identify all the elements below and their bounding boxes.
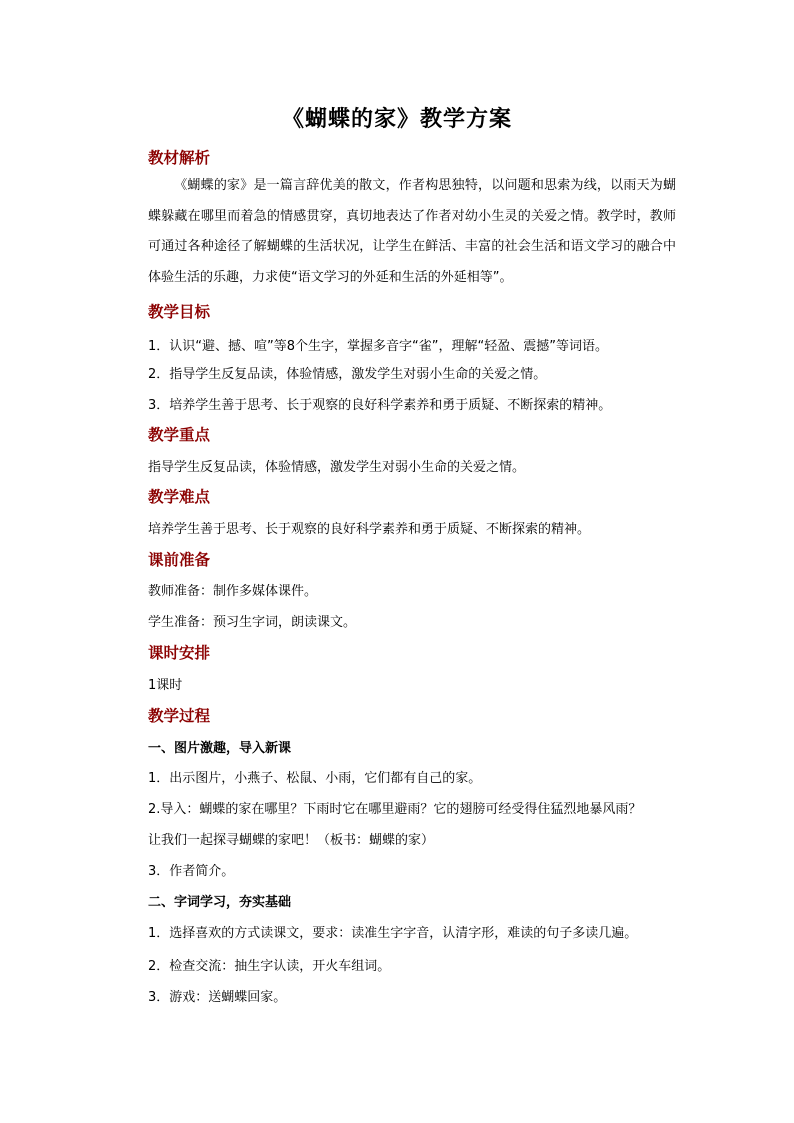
heading-schedule: 课时安排 xyxy=(148,643,211,662)
analysis-text: 《蝴蝶的家》是一篇言辞优美的散文，作者构思独特，以问题和思索为线，以雨天为蝴蝶躲藏在哪里而着急的情感贯穿，真切地表达了作者对幼小生灵的关爱之情。教学时，教师可通过各种途径了解蝴蝶的生活状况，让学生在鲜活、丰富的社会生活和语文学习的融合中体验生活的乐趣，力求使“语文学习的外延和生活的外延相等”。 xyxy=(148,178,676,285)
process-part2-item-3: 3．游戏：送蝴蝶回家。 xyxy=(148,990,287,1005)
process-part2-item-2: 2．检查交流：抽生字认读，开火车组词。 xyxy=(148,959,391,974)
goal-item-2: 2．指导学生反复品读，体验情感，激发学生对弱小生命的关爱之情。 xyxy=(148,367,547,382)
heading-analysis: 教材解析 xyxy=(148,148,211,167)
analysis-paragraph xyxy=(148,171,676,293)
process-part2-title: 二、字词学习，夯实基础 xyxy=(148,895,292,910)
process-part1-title: 一、图片激趣，导入新课 xyxy=(148,741,292,756)
goal-item-1: 1．认识“避、撼、喧”等8个生字，掌握多音字“雀”，理解“轻盈、震撼”等词语。 xyxy=(148,339,608,354)
process-part1-item-2: 2.导入：蝴蝶的家在哪里？下雨时它在哪里避雨？它的翅膀可经受得住猛烈地暴风雨？ xyxy=(148,802,642,817)
process-part2-item-1: 1．选择喜欢的方式读课文，要求：读准生字字音，认清字形，难读的句子多读几遍。 xyxy=(148,926,638,941)
process-part1-item-2-cont: 让我们一起探寻蝴蝶的家吧！（板书：蝴蝶的家） xyxy=(148,833,435,848)
heading-difficulties: 教学难点 xyxy=(148,487,211,506)
process-part1-item-3: 3．作者简介。 xyxy=(148,864,235,879)
document-title: 《蝴蝶的家》教学方案 xyxy=(281,106,512,132)
goal-item-3: 3．培养学生善于思考、长于观察的良好科学素养和勇于质疑、不断探索的精神。 xyxy=(148,398,612,413)
heading-process: 教学过程 xyxy=(148,706,211,725)
key-points-text: 指导学生反复品读，体验情感，激发学生对弱小生命的关爱之情。 xyxy=(148,460,526,475)
preparation-student: 学生准备：预习生字词，朗读课文。 xyxy=(148,615,357,630)
schedule-text: 1课时 xyxy=(148,678,183,693)
preparation-teacher: 教师准备：制作多媒体课件。 xyxy=(148,584,318,599)
process-part1-item-1: 1．出示图片，小燕子、松鼠、小雨，它们都有自己的家。 xyxy=(148,771,482,786)
heading-preparation: 课前准备 xyxy=(148,550,211,569)
heading-key-points: 教学重点 xyxy=(148,425,211,444)
difficulties-text: 培养学生善于思考、长于观察的良好科学素养和勇于质疑、不断探索的精神。 xyxy=(148,522,591,537)
heading-goals: 教学目标 xyxy=(148,302,211,321)
